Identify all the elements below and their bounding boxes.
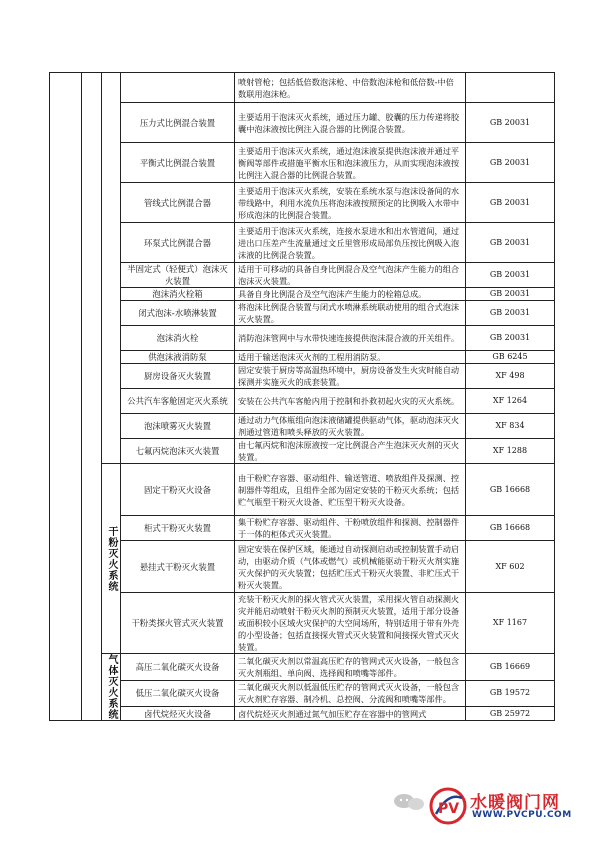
product-name: 柜式干粉灭火装置 [121, 516, 235, 541]
table-row [50, 654, 555, 681]
product-description: 由七氟丙烷和泡沫原液按一定比例混合产生泡沫灭火剂的灭火装置。 [235, 439, 466, 464]
standard-code: GB 20031 [466, 288, 555, 301]
watermark [428, 786, 578, 828]
product-description: 主要适用于泡沫灭火系统，连接水泵进水和出水管道间，通过进出口压差产生流量通过文丘里管形成局部负压按比例吸入泡沫液的比例混合装置。 [235, 223, 466, 263]
standards-table [49, 72, 555, 721]
standard-code: GB 6245 [466, 351, 555, 364]
standard-code: GB 20031 [466, 326, 555, 351]
product-description: 适用于输送泡沫灭火剂的工程用消防泵。 [235, 351, 466, 364]
subcategory-column [82, 73, 102, 721]
table-row [50, 364, 555, 389]
watermark-url: WWW.PVCPU.COM [472, 810, 572, 820]
group-cell-gas [102, 654, 121, 721]
table-row [50, 183, 555, 223]
product-name: 厨房设备灭火装置 [121, 364, 235, 389]
product-name: 环泵式比例混合器 [121, 223, 235, 263]
product-name: 供泡沫液消防泵 [121, 351, 235, 364]
table-row [50, 389, 555, 414]
standard-code: GB 16669 [466, 654, 555, 681]
product-name: 干粉类探火管式灭火装置 [121, 593, 235, 654]
table-row [50, 464, 555, 516]
product-name: 高压二氧化碳灭火设备 [121, 654, 235, 681]
product-name: 七氟丙烷泡沫灭火装置 [121, 439, 235, 464]
table-row [50, 541, 555, 593]
product-name: 泡沫消火栓 [121, 326, 235, 351]
pv-logo-icon [428, 786, 468, 826]
standard-code: XF 602 [466, 541, 555, 593]
product-name: 半固定式（轻便式）泡沫灭火装置 [121, 263, 235, 288]
product-description: 主要适用于泡沫灭火系统，通过压力罐、胶囊的压力传递将胶囊中泡沫液按比例注入混合器的比例混合装置。 [235, 103, 466, 143]
group-label-dry-powder: 干粉灭火系统 [106, 525, 117, 592]
table-row [50, 707, 555, 721]
table-row [50, 288, 555, 301]
product-description: 固定安装于厨房等高温热环境中，厨房设备发生火灾时能自动探测并实施灭火的成套装置。 [235, 364, 466, 389]
product-description: 卤代烷烃灭火剂通过氮气加压贮存在容器中的管网式 [235, 707, 466, 721]
product-description: 安装在公共汽车客舱内用于控制和扑救初起火灾的灭火系统。 [235, 389, 466, 414]
group-label-gas: 气体灭火系统 [106, 654, 117, 720]
watermark-title: 水暖阀门网 [470, 793, 560, 813]
product-description: 二氧化碳灭火剂以低温低压贮存的管网式灭火设备，一般包含灭火剂贮存容器、制冷机、总控阀、分流阀和喷嘴等部件。 [235, 680, 466, 707]
product-description: 将泡沫比例混合装置与闭式水喷淋系统联动使用的组合式泡沫灭火装置。 [235, 301, 466, 326]
product-description: 主要适用于泡沫灭火系统，通过泡沫液泵提供泡沫液并通过平衡阀等部件或措施平衡水压和泡沫液压力，从而实现泡沫液按比例注入混合器的比例混合装置。 [235, 143, 466, 183]
product-name: 悬挂式干粉灭火装置 [121, 541, 235, 593]
table-row [50, 326, 555, 351]
product-description: 消防泡沫管网中与水带快速连接提供泡沫混合液的开关组件。 [235, 326, 466, 351]
product-description: 充装干粉灭火剂的探火管式灭火装置，采用探火管自动探测火灾并能启动喷射干粉灭火剂的预制灭火装置，适用于部分设备或面积较小区域火灾保护的大空间场所，特别适用于带有外壳的小型设备；包括直接探火管式灭火装置和间接探火管式灭火装置。 [235, 593, 466, 654]
standard-code: XF 1167 [466, 593, 555, 654]
product-description: 固定安装在保护区域，能通过自动探测启动或控制装置手动启动，由驱动介质（气体或燃气）或机械能驱动干粉灭火剂实施灭火保护的灭火装置；包括贮压式干粉灭火装置、非贮压式干粉灭火装置。 [235, 541, 466, 593]
product-name: 压力式比例混合装置 [121, 103, 235, 143]
category-column [50, 73, 82, 721]
table-row [50, 103, 555, 143]
table-row [50, 414, 555, 439]
standard-code: GB 20031 [466, 263, 555, 288]
wechat-icon [392, 792, 426, 812]
table-row [50, 73, 555, 103]
svg-text:PV: PV [438, 801, 460, 817]
product-name: 泡沫喷雾灭火装置 [121, 414, 235, 439]
product-description: 集干粉贮存容器、驱动组件、干粉喷放组件和探测、控制器件于一体的柜体式灭火装置。 [235, 516, 466, 541]
standard-code: GB 16668 [466, 464, 555, 516]
standard-code: GB 20031 [466, 223, 555, 263]
standard-code: XF 1264 [466, 389, 555, 414]
standard-code [466, 73, 555, 103]
standard-code: XF 498 [466, 364, 555, 389]
group-cell-foam [102, 73, 121, 464]
product-name: 泡沫消火栓箱 [121, 288, 235, 301]
product-name: 固定干粉灭火设备 [121, 464, 235, 516]
table-row [50, 593, 555, 654]
standard-code: GB 20031 [466, 103, 555, 143]
table-row [50, 680, 555, 707]
standard-code: XF 834 [466, 414, 555, 439]
table-row [50, 223, 555, 263]
standard-code: GB 20031 [466, 301, 555, 326]
product-description: 喷射管枪；包括低倍数泡沫枪、中倍数泡沫枪和低倍数-中倍数联用泡沫枪。 [235, 73, 466, 103]
product-description: 适用于可移动的具备自身比例混合及空气泡沫产生能力的组合泡沫灭火装置。 [235, 263, 466, 288]
product-name: 管线式比例混合器 [121, 183, 235, 223]
standard-code: GB 25972 [466, 707, 555, 721]
table-row [50, 439, 555, 464]
table-row [50, 301, 555, 326]
table-row [50, 516, 555, 541]
product-description: 主要适用于泡沫灭火系统，安装在系统水泵与泡沫设备间的水带线路中，利用水流负压将泡沫液按照预定的比例吸入水带中形成泡沫的比例混合装置。 [235, 183, 466, 223]
product-name [121, 73, 235, 103]
standard-code: GB 20031 [466, 183, 555, 223]
standard-code: GB 16668 [466, 516, 555, 541]
table-row [50, 351, 555, 364]
product-description: 具备自身比例混合及空气泡沫产生能力的栓箱总成。 [235, 288, 466, 301]
standard-code: GB 19572 [466, 680, 555, 707]
product-description: 二氧化碳灭火剂以常温高压贮存的管网式灭火设备，一般包含灭火剂瓶组、单向阀、选择阀和喷嘴等部件。 [235, 654, 466, 681]
product-name: 低压二氧化碳灭火设备 [121, 680, 235, 707]
product-description: 通过动力气体瓶组向泡沫液储罐提供驱动气体，驱动泡沫灭火剂通过管道和喷头释放的灭火装置。 [235, 414, 466, 439]
product-description: 由干粉贮存容器、驱动组件、输送管道、喷放组件及探测、控制器件等组成，且组件全部为固定安装的干粉灭火系统；包括贮气瓶型干粉灭火设备、贮压型干粉灭火设备。 [235, 464, 466, 516]
product-name: 公共汽车客舱固定灭火系统 [121, 389, 235, 414]
standard-code: GB 20031 [466, 143, 555, 183]
product-name: 闭式泡沫-水喷淋装置 [121, 301, 235, 326]
table-row [50, 263, 555, 288]
standard-code: XF 1288 [466, 439, 555, 464]
product-name: 卤代烷烃灭火设备 [121, 707, 235, 721]
group-cell-dry-powder [102, 464, 121, 654]
table-row [50, 143, 555, 183]
product-name: 平衡式比例混合装置 [121, 143, 235, 183]
